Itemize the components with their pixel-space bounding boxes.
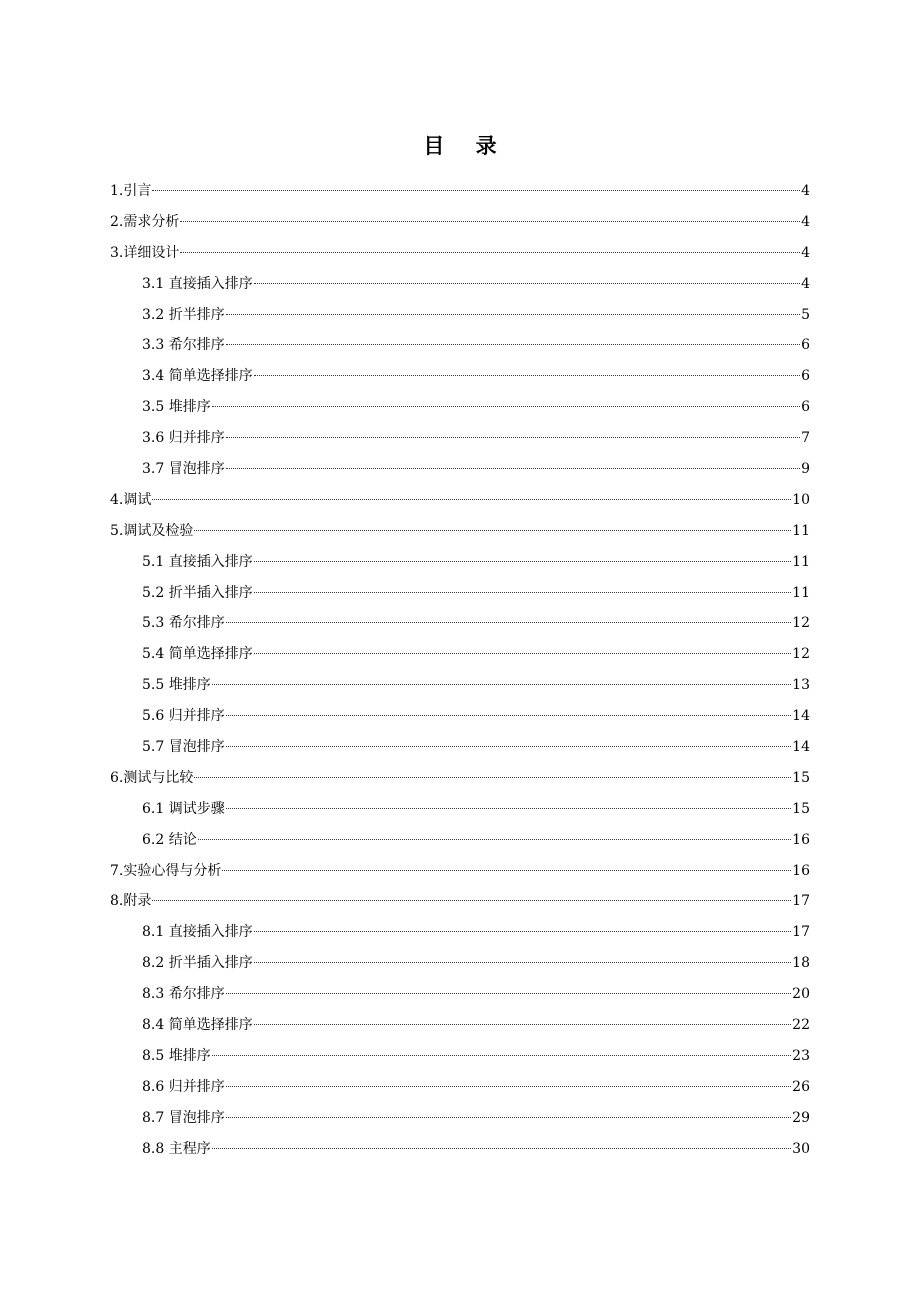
toc-entry-section[interactable]: [110, 794, 810, 825]
toc-entry-label: 8.3 希尔排序: [142, 986, 225, 1003]
toc-dot-leader: [254, 283, 800, 284]
toc-dot-leader: [226, 344, 800, 345]
toc-entry-label: 8.4 简单选择排序: [142, 1017, 253, 1034]
toc-entry-page-number: 11: [792, 522, 810, 539]
toc-dot-leader: [254, 653, 791, 654]
toc-entry-page-number: 7: [801, 430, 810, 447]
toc-entry-page-number: 6: [801, 399, 810, 416]
toc-entry-label: 5.3 希尔排序: [142, 615, 225, 632]
toc-entry-page-number: 17: [792, 924, 810, 941]
toc-entry-section[interactable]: [110, 732, 810, 763]
toc-entry-section[interactable]: [110, 917, 810, 948]
toc-dot-leader: [180, 221, 800, 222]
toc-entry-page-number: 10: [792, 491, 810, 508]
toc-entry-section[interactable]: [110, 979, 810, 1010]
toc-entry-section[interactable]: [110, 1103, 810, 1134]
toc-entry-page-number: 4: [801, 275, 810, 292]
toc-entry-section[interactable]: [110, 423, 810, 454]
toc-entry-label: 7.实验心得与分析: [110, 862, 222, 879]
toc-dot-leader: [254, 931, 791, 932]
toc-dot-leader: [212, 684, 791, 685]
toc-entry-page-number: 15: [792, 800, 810, 817]
toc-entry-chapter[interactable]: [110, 238, 810, 269]
toc-entry-chapter[interactable]: [110, 516, 810, 547]
toc-entry-chapter[interactable]: [110, 207, 810, 238]
toc-entry-label: 3.2 折半排序: [142, 306, 225, 323]
toc-entry-label: 3.3 希尔排序: [142, 337, 225, 354]
toc-entry-section[interactable]: [110, 361, 810, 392]
toc-entry-label: 5.6 归并排序: [142, 708, 225, 725]
toc-entry-page-number: 9: [801, 461, 810, 478]
toc-entry-page-number: 20: [792, 986, 810, 1003]
toc-entry-section[interactable]: [110, 1041, 810, 1072]
toc-entry-page-number: 4: [801, 183, 810, 199]
toc-entry-page-number: 12: [792, 615, 810, 632]
toc-entry-section[interactable]: [110, 825, 810, 856]
toc-entry-label: 8.6 归并排序: [142, 1078, 225, 1095]
toc-dot-leader: [254, 962, 791, 963]
toc-entry-page-number: 6: [801, 337, 810, 354]
toc-dot-leader: [226, 314, 800, 315]
toc-dot-leader: [194, 530, 791, 531]
toc-dot-leader: [212, 1055, 791, 1056]
toc-dot-leader: [226, 437, 800, 438]
toc-entry-section[interactable]: [110, 392, 810, 423]
toc-dot-leader: [254, 375, 800, 376]
toc-entry-section[interactable]: [110, 300, 810, 331]
toc-dot-leader: [212, 406, 800, 407]
toc-entry-section[interactable]: [110, 547, 810, 578]
toc-entry-page-number: 13: [792, 677, 810, 694]
toc-entry-page-number: 30: [792, 1140, 810, 1157]
toc-entry-page-number: 11: [792, 553, 810, 570]
toc-entry-label: 3.详细设计: [110, 244, 180, 261]
toc-entry-label: 5.5 堆排序: [142, 677, 211, 694]
toc-entry-chapter[interactable]: [110, 856, 810, 887]
toc-entry-page-number: 5: [801, 306, 810, 323]
toc-entry-page-number: 26: [792, 1078, 810, 1095]
toc-entry-chapter[interactable]: [110, 763, 810, 794]
toc-entry-label: 5.1 直接插入排序: [142, 553, 253, 570]
toc-dot-leader: [198, 839, 791, 840]
toc-entry-section[interactable]: [110, 608, 810, 639]
toc-dot-leader: [212, 1148, 791, 1149]
toc-entry-section[interactable]: [110, 670, 810, 701]
toc-entry-section[interactable]: [110, 578, 810, 609]
toc-dot-leader: [180, 252, 800, 253]
toc-entry-label: 8.5 堆排序: [142, 1047, 211, 1064]
toc-dot-leader: [152, 499, 791, 500]
toc-entry-label: 6.1 调试步骤: [142, 800, 225, 817]
toc-entry-page-number: 6: [801, 368, 810, 385]
toc-dot-leader: [254, 561, 791, 562]
toc-dot-leader: [226, 746, 791, 747]
toc-dot-leader: [226, 715, 791, 716]
toc-dot-leader: [254, 1024, 791, 1025]
toc-entry-section[interactable]: [110, 1010, 810, 1041]
toc-entry-page-number: 11: [792, 584, 810, 601]
toc-dot-leader: [226, 1117, 791, 1118]
toc-entry-page-number: 22: [792, 1017, 810, 1034]
toc-entry-label: 6.2 结论: [142, 831, 197, 848]
toc-entry-chapter[interactable]: [110, 176, 810, 207]
table-of-contents: [110, 176, 810, 1165]
toc-entry-label: 8.2 折半插入排序: [142, 955, 253, 972]
toc-entry-section[interactable]: [110, 454, 810, 485]
toc-title: 目 录: [423, 134, 509, 158]
toc-entry-label: 8.附录: [110, 893, 152, 910]
toc-dot-leader: [226, 808, 791, 809]
toc-dot-leader: [152, 900, 791, 901]
toc-entry-label: 5.4 简单选择排序: [142, 646, 253, 663]
toc-entry-label: 5.2 折半插入排序: [142, 584, 253, 601]
toc-entry-section[interactable]: [110, 1134, 810, 1165]
toc-entry-page-number: 16: [792, 862, 810, 879]
toc-entry-page-number: 4: [801, 244, 810, 261]
toc-entry-label: 8.1 直接插入排序: [142, 924, 253, 941]
toc-entry-label: 4.调试: [110, 491, 152, 508]
toc-entry-page-number: 12: [792, 646, 810, 663]
toc-entry-label: 8.8 主程序: [142, 1140, 211, 1157]
toc-dot-leader: [226, 993, 791, 994]
toc-entry-section[interactable]: [110, 269, 810, 300]
toc-entry-page-number: 17: [792, 893, 810, 910]
toc-entry-section[interactable]: [110, 948, 810, 979]
toc-dot-leader: [226, 468, 800, 469]
toc-entry-page-number: 16: [792, 831, 810, 848]
toc-entry-label: 3.7 冒泡排序: [142, 461, 225, 478]
toc-dot-leader: [226, 1086, 791, 1087]
toc-entry-label: 1.引言: [110, 183, 152, 199]
toc-entry-label: 3.1 直接插入排序: [142, 275, 253, 292]
toc-dot-leader: [226, 622, 791, 623]
toc-entry-label: 3.5 堆排序: [142, 399, 211, 416]
toc-entry-page-number: 23: [792, 1047, 810, 1064]
toc-entry-page-number: 14: [792, 739, 810, 756]
toc-entry-label: 2.需求分析: [110, 213, 180, 230]
toc-dot-leader: [152, 190, 800, 191]
toc-entry-page-number: 18: [792, 955, 810, 972]
toc-entry-chapter[interactable]: [110, 485, 810, 516]
toc-entry-page-number: 15: [792, 769, 810, 786]
toc-entry-page-number: 29: [792, 1109, 810, 1126]
toc-dot-leader: [254, 592, 791, 593]
toc-entry-chapter[interactable]: [110, 886, 810, 917]
toc-entry-page-number: 4: [801, 213, 810, 230]
toc-entry-section[interactable]: [110, 701, 810, 732]
toc-entry-label: 5.7 冒泡排序: [142, 739, 225, 756]
toc-entry-label: 3.4 简单选择排序: [142, 368, 253, 385]
toc-dot-leader: [194, 777, 791, 778]
toc-entry-section[interactable]: [110, 330, 810, 361]
toc-entry-label: 6.测试与比较: [110, 769, 194, 786]
toc-entry-page-number: 14: [792, 708, 810, 725]
toc-entry-section[interactable]: [110, 639, 810, 670]
toc-entry-label: 5.调试及检验: [110, 522, 194, 539]
toc-entry-section[interactable]: [110, 1072, 810, 1103]
toc-entry-label: 3.6 归并排序: [142, 430, 225, 447]
toc-entry-label: 8.7 冒泡排序: [142, 1109, 225, 1126]
toc-dot-leader: [222, 870, 791, 871]
